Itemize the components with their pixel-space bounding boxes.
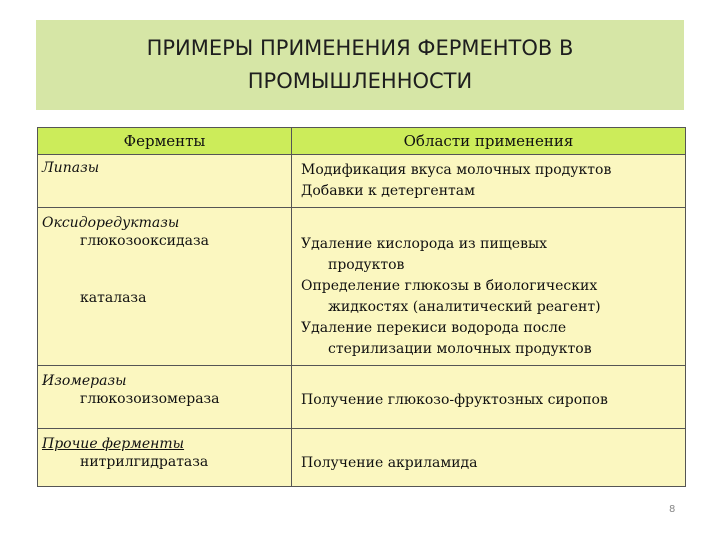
application-item: Получение глюкозо-фруктозных сиропов xyxy=(301,392,608,408)
application-line: жидкостях (аналитический реагент) xyxy=(328,299,601,315)
enzyme-group-label: Изомеразы xyxy=(42,373,127,389)
enzyme-name: глюкозоизомераза xyxy=(80,391,220,407)
table-row xyxy=(38,208,686,366)
slide-title-line-1: ПРИМЕРЫ ПРИМЕНЕНИЯ ФЕРМЕНТОВ В xyxy=(146,36,574,60)
application-line: стерилизации молочных продуктов xyxy=(328,341,592,357)
page-number: 8 xyxy=(669,504,676,515)
enzyme-name: каталаза xyxy=(80,290,147,306)
enzyme-cell xyxy=(38,429,292,487)
application-cell xyxy=(292,366,686,429)
table-row xyxy=(38,366,686,429)
enzyme-group-label: Липазы xyxy=(42,160,100,176)
enzyme-name: нитрилгидратаза xyxy=(80,454,209,470)
application-item: Получение акриламида xyxy=(301,455,478,471)
enzyme-group-label: Оксидоредуктазы xyxy=(42,215,180,231)
application-cell xyxy=(292,208,686,366)
application-cell xyxy=(292,429,686,487)
application-line: продуктов xyxy=(328,257,405,273)
slide-title xyxy=(147,32,574,98)
application-line: Удаление перекиси водорода после xyxy=(301,320,567,336)
application-line: Определение глюкозы в биологических xyxy=(301,278,598,294)
enzyme-cell xyxy=(38,208,292,366)
table-row xyxy=(38,429,686,487)
table-row xyxy=(38,155,686,208)
application-item xyxy=(292,234,685,276)
application-line: Удаление кислорода из пищевых xyxy=(301,236,548,252)
title-banner xyxy=(36,20,684,110)
enzyme-name: глюкозооксидаза xyxy=(80,233,209,249)
header-enzymes: Ферменты xyxy=(38,128,292,155)
application-item xyxy=(292,318,685,360)
enzyme-group-label: Прочие ферменты xyxy=(42,436,185,452)
table-header-row xyxy=(38,128,686,155)
application-item: Добавки к детергентам xyxy=(301,183,476,199)
enzyme-cell xyxy=(38,366,292,429)
application-item: Модификация вкуса молочных продуктов xyxy=(301,162,612,178)
enzymes-table xyxy=(37,127,686,487)
enzyme-cell xyxy=(38,155,292,208)
header-applications: Области применения xyxy=(292,128,686,155)
application-cell xyxy=(292,155,686,208)
application-item xyxy=(292,276,685,318)
slide-title-line-2: ПРОМЫШЛЕННОСТИ xyxy=(247,69,473,93)
